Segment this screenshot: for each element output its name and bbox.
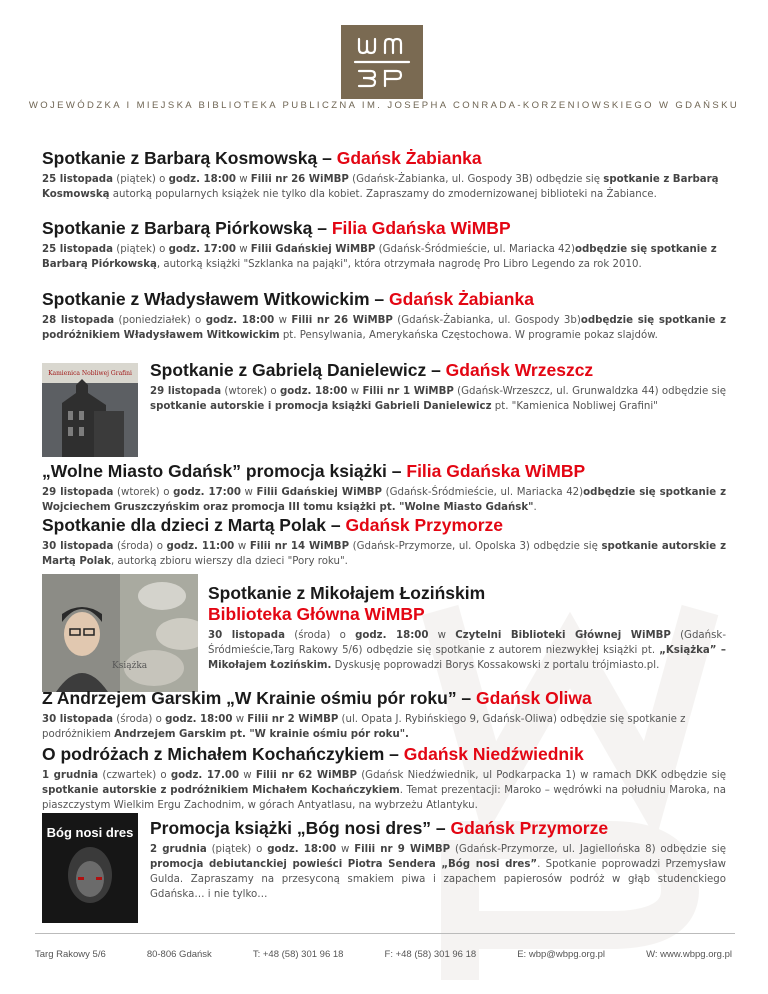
- event-text-bold: odbędzie się spotkanie z podróżnikiem Władysławem Witkowickim: [42, 315, 727, 341]
- library-logo[interactable]: [341, 25, 423, 99]
- event-text-bold: 25 listopada: [42, 244, 113, 255]
- event-title: Promocja książki „Bóg nosi dres” – Gdańsk Przymorze: [150, 818, 609, 838]
- book-cover-title: Bóg nosi dres: [46, 825, 134, 840]
- event-text: w: [336, 844, 355, 855]
- event-text-bold: Filii nr 1 WiMBP: [362, 386, 454, 397]
- event-text-bold: odbędzie się spotkanie z Wojciechem Gruszczyńskim oraz promocja III tomu książki pt. "Wolne Miasto Gdańsk": [42, 487, 727, 513]
- event-text: Dyskusję poprowadzi Borys Kossakowski z portalu trójmiasto.pl.: [331, 660, 660, 671]
- event-title: Spotkanie z Władysławem Witkowickim – Gdańsk Żabianka: [42, 289, 534, 309]
- event-text-bold: Andrzejem Garskim pt. "W krainie ośmiu pór roku".: [114, 729, 409, 740]
- event-text-bold: 29 listopada: [150, 386, 222, 397]
- event-text-bold: godz. 18:00: [267, 844, 337, 855]
- event-body: [42, 539, 726, 569]
- event-lozinski: [208, 583, 726, 673]
- event-text: w: [239, 770, 256, 781]
- event-text: . Spotkanie poprowadzi Przemysław Gulda. Zapraszamy na przesyconą smakiem piwa i zapachem papierosów podróż w głąb studenckiego Gdańska… i nie tylko…: [150, 859, 726, 900]
- event-text: (Gdańsk-Wrzeszcz, ul. Grunwaldzka 44) odbędzie się: [453, 386, 727, 397]
- institution-name: WOJEWÓDZKA I MIEJSKA BIBLIOTEKA PUBLICZNA IM. JOSEPHA CONRADA-KORZENIOWSKIEGO W GDAŃSKU: [28, 100, 740, 111]
- event-garski: [42, 688, 726, 742]
- event-text-bold: godz. 11:00: [166, 541, 235, 552]
- footer-website[interactable]: W: www.wbpg.org.pl: [646, 949, 732, 960]
- event-witkowicki: [42, 289, 726, 343]
- event-text: (Gdańsk-Żabianka, ul. Gospody 3b): [392, 315, 581, 326]
- event-text: . Temat prezentacji: Maroko – wędrówki na południu Maroka, na piaszczystym Wielkim Ergu Zachodnim, w górach Antyatlasu, na wybrzeżu Atlantyku.: [42, 785, 726, 811]
- event-text: (czwartek) o: [98, 770, 171, 781]
- event-text-bold: 29 listopada: [42, 487, 114, 498]
- event-wolne-miasto: [42, 461, 726, 515]
- event-text: (ul. Opata J. Rybińskiego 9, Gdańsk-Oliwa) odbędzie się spotkanie z podróżnikiem: [42, 714, 686, 740]
- event-text: autorką popularnych książek nie tylko dla kobiet. Zapraszamy do zmodernizowanej biblioteki na Żabiance.: [109, 189, 657, 200]
- event-body: [42, 313, 726, 343]
- event-text: .: [533, 502, 537, 513]
- event-text-bold: Filii nr 26 WiMBP: [250, 174, 349, 185]
- book-cover-title: Kamienica Nobliwej Grafini: [48, 370, 132, 377]
- event-text: w: [232, 714, 248, 725]
- event-text: (środa) o: [112, 714, 166, 725]
- event-text: w: [428, 630, 456, 641]
- book-cover-kamienica: [42, 363, 138, 457]
- event-text-bold: 1 grudnia: [42, 770, 99, 781]
- event-text: (Gdańsk-Śródmieście,Targ Rakowy 5/6) odbędzie się spotkanie z autorem niezwykłej książki pt.: [208, 630, 726, 656]
- event-kosmowska: [42, 148, 726, 202]
- event-title: Spotkanie z Mikołajem Łozińskim Biblioteka Główna WiMBP: [208, 583, 486, 624]
- event-text-bold: Filii nr 26 WiMBP: [291, 315, 393, 326]
- event-title: Spotkanie z Barbarą Piórkowską – Filia Gdańska WiMBP: [42, 218, 511, 238]
- event-text-bold: Filii nr 9 WiMBP: [354, 844, 451, 855]
- kamienica-cover-image: [42, 363, 138, 457]
- event-text-bold: 30 listopada: [42, 714, 113, 725]
- event-text-bold: godz. 18:00: [355, 630, 429, 641]
- event-title: Spotkanie dla dzieci z Martą Polak – Gdańsk Przymorze: [42, 515, 503, 535]
- event-text-bold: Czytelni Biblioteki Głównej WiMBP: [455, 630, 671, 641]
- event-text: (środa) o: [284, 630, 356, 641]
- event-text-bold: 2 grudnia: [150, 844, 207, 855]
- event-title: Z Andrzejem Garskim „W Krainie ośmiu pór roku” – Gdańsk Oliwa: [42, 688, 592, 708]
- footer-fax: F: +48 (58) 301 96 18: [384, 949, 477, 960]
- event-text-bold: spotkanie autorskie z Martą Polak: [42, 541, 727, 567]
- event-text-bold: „Książka” – Mikołajem Łozińskim.: [208, 645, 726, 671]
- footer-email[interactable]: E: wbp@wbpg.org.pl: [517, 949, 606, 960]
- event-text: (środa) o: [113, 541, 167, 552]
- wmbp-logo-icon: [341, 25, 423, 99]
- event-text: w: [347, 386, 363, 397]
- event-text-bold: 30 listopada: [208, 630, 285, 641]
- event-body: [42, 172, 726, 202]
- event-text: (piątek) o: [206, 844, 268, 855]
- event-text: (wtorek) o: [113, 487, 174, 498]
- event-text: (Gdańsk-Żabianka, ul. Gospody 3B) odbędzie się: [348, 174, 604, 185]
- event-text-bold: godz. 18:00: [279, 386, 348, 397]
- event-kochanczyk: [42, 744, 726, 813]
- event-body: [150, 384, 726, 414]
- event-title: O podróżach z Michałem Kochańczykiem – Gdańsk Niedźwiednik: [42, 744, 584, 764]
- event-danielewicz: [150, 360, 726, 414]
- event-title: Spotkanie z Barbarą Kosmowską – Gdańsk Żabianka: [42, 148, 482, 168]
- event-text-bold: 28 listopada: [42, 315, 115, 326]
- event-text: (piątek) o: [112, 174, 169, 185]
- event-text: pt. "Kamienica Nobliwej Grafini": [491, 401, 658, 412]
- event-text: pt. Pensylwania, Amerykańska Częstochowa. W programie pokaz slajdów.: [279, 330, 658, 341]
- event-text-bold: godz. 17:00: [168, 244, 236, 255]
- event-body: [42, 768, 726, 813]
- event-body: [42, 485, 726, 515]
- event-body: [150, 842, 726, 902]
- event-text-bold: spotkanie z Barbarą Kosmowską: [42, 174, 719, 200]
- event-text: (poniedziałek) o: [114, 315, 206, 326]
- event-sender: [150, 818, 726, 902]
- event-text-bold: godz. 17.00: [170, 770, 240, 781]
- event-body: [42, 712, 726, 742]
- event-text: , autorką książki "Szklanka na pająki", która otrzymała nagrodę Pro Libro Legendo za rok 2010.: [156, 259, 642, 270]
- event-text-bold: 30 listopada: [42, 541, 114, 552]
- event-text: w: [274, 315, 292, 326]
- event-text-bold: godz. 18:00: [168, 174, 236, 185]
- footer-address: Targ Rakowy 5/6: [35, 949, 106, 960]
- event-text: (wtorek) o: [221, 386, 280, 397]
- event-polak: [42, 515, 726, 569]
- book-cover-ksiazka: [42, 574, 198, 692]
- event-text-bold: godz. 18:00: [165, 714, 233, 725]
- event-text-bold: godz. 18:00: [205, 315, 275, 326]
- footer-divider: [35, 933, 735, 934]
- event-text-bold: promocja debiutanckiej powieści Piotra Sendera „Bóg nosi dres”: [150, 859, 538, 870]
- event-body: [208, 628, 726, 673]
- event-text: (Gdańsk-Śródmieście, ul. Mariacka 42): [381, 487, 584, 498]
- event-text-bold: odbędzie się spotkanie z Barbarą Piórkowską: [42, 244, 717, 270]
- event-text: w: [240, 487, 257, 498]
- event-text: w: [235, 244, 251, 255]
- footer-phone[interactable]: T: +48 (58) 301 96 18: [252, 949, 344, 960]
- event-text-bold: godz. 17:00: [173, 487, 241, 498]
- event-text-bold: Filii nr 14 WiMBP: [249, 541, 350, 552]
- event-body: [42, 242, 726, 272]
- event-text: (Gdańsk-Przymorze, ul. Jagiellońska 8) odbędzie się: [450, 844, 727, 855]
- event-piorkowska: [42, 218, 726, 272]
- event-title: Spotkanie z Gabrielą Danielewicz – Gdańsk Wrzeszcz: [150, 360, 594, 380]
- event-text: (Gdańsk Niedźwiednik, ul Podkarpacka 1) w ramach DKK odbędzie się: [356, 770, 727, 781]
- event-text-bold: Filii nr 2 WiMBP: [247, 714, 339, 725]
- book-cover-bog-nosi-dres: [42, 813, 138, 923]
- event-text-bold: Filii Gdańskiej WiMBP: [250, 244, 376, 255]
- event-text: (Gdańsk-Śródmieście, ul. Mariacka 42): [375, 244, 575, 255]
- event-text-bold: Filii nr 62 WiMBP: [255, 770, 357, 781]
- event-text: , autorką zbioru wierszy dla dzieci "Pory roku".: [110, 556, 348, 567]
- event-title: „Wolne Miasto Gdańsk” promocja książki – Filia Gdańska WiMBP: [42, 461, 586, 481]
- event-text-bold: spotkanie autorskie z podróżnikiem Michałem Kochańczykiem: [42, 785, 400, 796]
- event-text: w: [234, 541, 250, 552]
- footer: [35, 949, 732, 960]
- event-text-bold: Filii Gdańskiej WiMBP: [256, 487, 382, 498]
- footer-postal: 80-806 Gdańsk: [146, 949, 212, 960]
- event-text-bold: spotkanie autorskie i promocja książki Gabrieli Danielewicz: [150, 401, 492, 412]
- book-cover-title: Książka: [112, 661, 148, 671]
- event-text-bold: 25 listopada: [42, 174, 113, 185]
- event-text: (piątek) o: [112, 244, 169, 255]
- event-text: w: [235, 174, 251, 185]
- lozinski-photo: [42, 574, 198, 692]
- event-text: (Gdańsk-Przymorze, ul. Opolska 3) odbędzie się: [349, 541, 602, 552]
